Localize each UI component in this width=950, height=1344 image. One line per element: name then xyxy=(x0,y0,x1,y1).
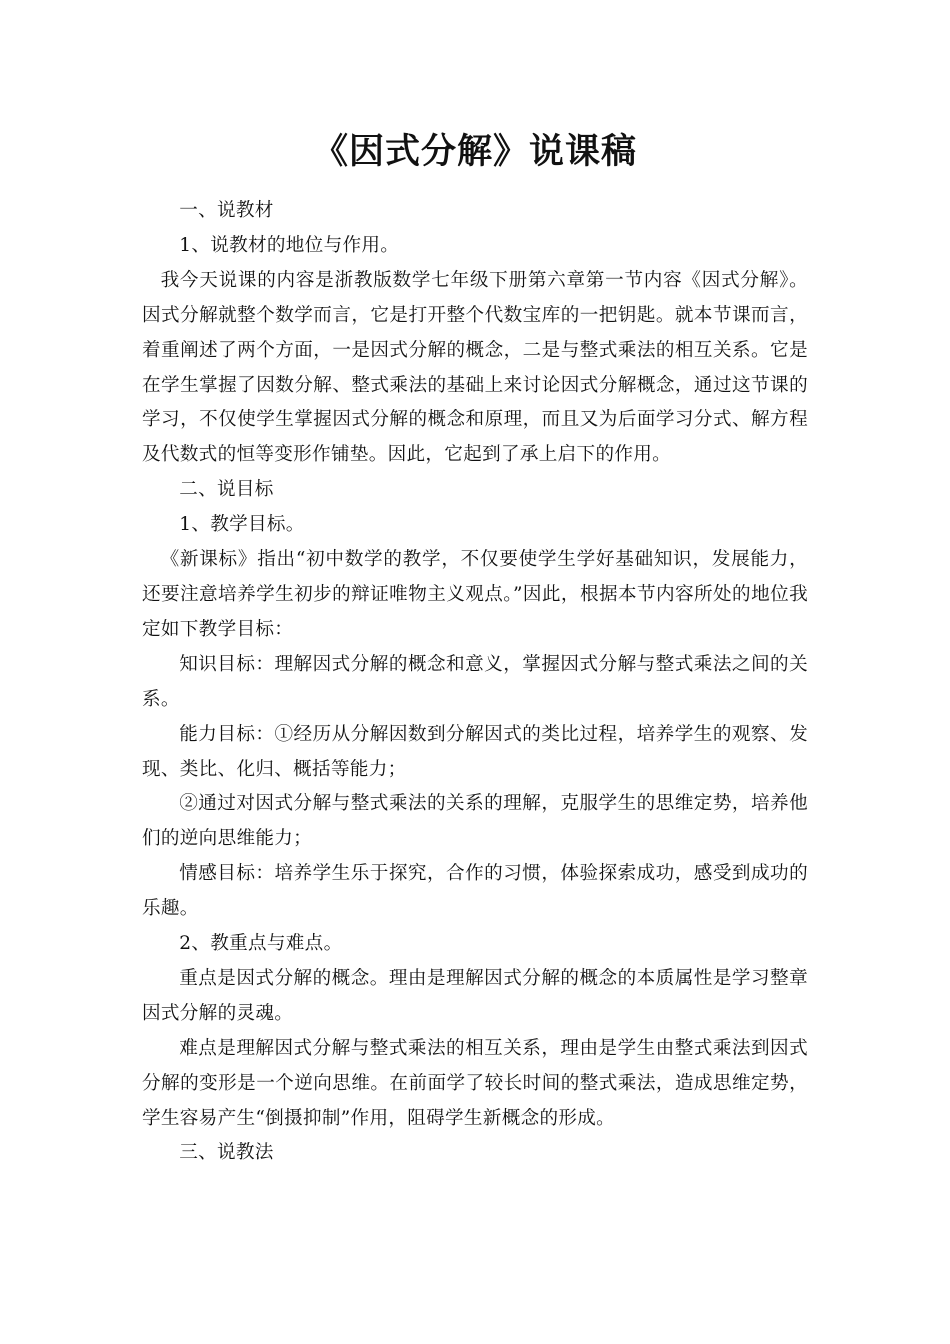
document-title: 《因式分解》说课稿 xyxy=(312,132,637,172)
paragraph-knowledge-goal: 知识目标：理解因式分解的概念和意义，掌握因式分解与整式乘法之间的关系。 xyxy=(142,653,808,710)
document-body xyxy=(142,194,808,1171)
subheading-status-role: 1、说教材的地位与作用。 xyxy=(179,234,400,256)
subheading-teaching-goals: 1、教学目标。 xyxy=(179,514,305,536)
section-heading-teaching-method: 三、说教法 xyxy=(179,1142,274,1164)
paragraph-ability-goal-2: ②通过对因式分解与整式乘法的关系的理解，克服学生的思维定势，培养他们的逆向思维能力； xyxy=(142,793,808,850)
paragraph-difficult-point: 难点是理解因式分解与整式乘法的相互关系，理由是学生由整式乘法到因式分解的变形是一个逆向思维。在前面学了较长时间的整式乘法，造成思维定势，学生容易产生“倒摄抑制”作用，阻碍学生新概念的形成。 xyxy=(142,1037,808,1129)
paragraph-textbook-intro: 我今天说课的内容是浙教版数学七年级下册第六章第一节内容《因式分解》。因式分解就整个数学而言，它是打开整个代数宝库的一把钥匙。就本节课而言，着重阐述了两个方面，一是因式分解的概念，二是与整式乘法的相互关系。它是在学生掌握了因数分解、整式乘法的基础上来讨论因式分解概念，通过这节课的学习，不仅使学生掌握因式分解的概念和原理，而且又为后面学习分式、解方程及代数式的恒等变形作铺垫。因此，它起到了承上启下的作用。 xyxy=(142,269,808,466)
paragraph-ability-goal-1: 能力目标：①经历从分解因数到分解因式的类比过程，培养学生的观察、发现、类比、化归、概括等能力； xyxy=(142,723,808,780)
paragraph-curriculum-standard: 《新课标》指出“初中数学的教学，不仅要使学生学好基础知识，发展能力，还要注意培养学生初步的辩证唯物主义观点。”因此，根据本节内容所处的地位我定如下教学目标： xyxy=(142,549,808,640)
paragraph-emotion-goal: 情感目标：培养学生乐于探究，合作的习惯，体验探索成功，感受到成功的乐趣。 xyxy=(142,863,808,920)
section-heading-textbook: 一、说教材 xyxy=(179,200,274,221)
subheading-key-difficult-points: 2、教重点与难点。 xyxy=(179,933,343,955)
paragraph-key-point: 重点是因式分解的概念。理由是理解因式分解的概念的本质属性是学习整章因式分解的灵魂。 xyxy=(142,967,808,1024)
section-heading-goals: 二、说目标 xyxy=(179,479,274,501)
